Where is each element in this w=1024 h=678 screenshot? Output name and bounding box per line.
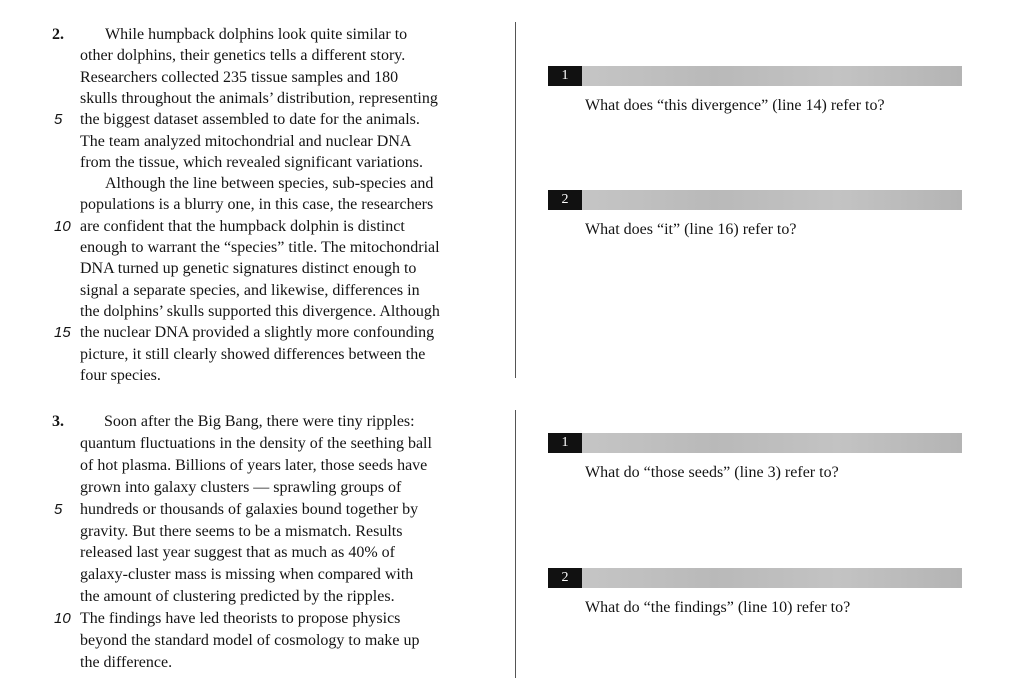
question-number-box: 1	[548, 66, 582, 86]
line-text: the nuclear DNA provided a slightly more confounding	[80, 324, 435, 342]
line-text: populations is a blurry one, in this case, the researchers	[80, 196, 434, 214]
passage-line	[0, 237, 512, 258]
line-text: Although the line between species, sub-species and	[105, 175, 434, 193]
question-number-box: 1	[548, 433, 582, 453]
line-number: 10	[54, 217, 71, 235]
question-bar	[548, 433, 962, 453]
line-text: beyond the standard model of cosmology to make up	[80, 632, 420, 649]
passage-line	[0, 499, 512, 520]
passage-line	[0, 630, 512, 651]
line-text: Researchers collected 235 tissue samples and 180	[80, 68, 399, 86]
passage-line	[0, 173, 512, 194]
column-divider	[515, 410, 516, 678]
question-text: What do “the findings” (line 10) refer to?	[585, 599, 851, 616]
line-text: DNA turned up genetic signatures distinct enough to	[80, 260, 417, 278]
line-text: The findings have led theorists to propose physics	[80, 610, 401, 628]
line-text: the difference.	[80, 653, 173, 671]
line-text: released last year suggest that as much as 40% of	[80, 544, 396, 562]
question-bar	[548, 190, 962, 210]
passage-line	[0, 301, 512, 322]
passage-number: 3.	[52, 413, 64, 430]
line-text: four species.	[80, 366, 161, 384]
line-number: 5	[54, 111, 63, 129]
passage-line	[0, 521, 512, 542]
line-text: are confident that the humpback dolphin is distinct	[80, 217, 405, 235]
passage-line	[0, 194, 512, 215]
passage-number: 2.	[52, 26, 64, 43]
line-text: Soon after the Big Bang, there were tiny ripples:	[104, 413, 415, 430]
line-text: hundreds or thousands of galaxies bound together by	[80, 500, 419, 518]
line-text: grown into galaxy clusters — sprawling groups of	[80, 478, 402, 496]
line-text: the amount of clustering predicted by the ripples.	[80, 588, 395, 606]
question-bar	[548, 568, 962, 588]
passage-line	[0, 88, 512, 109]
passage-line	[0, 455, 512, 476]
line-number: 15	[54, 324, 71, 342]
passage-line	[0, 542, 512, 563]
line-text: the biggest dataset assembled to date for the animals.	[80, 111, 420, 129]
line-text: skulls throughout the animals’ distribution, representing	[80, 89, 438, 107]
passage-line	[0, 564, 512, 585]
line-text: picture, it still clearly showed differences between the	[80, 345, 426, 363]
question-text: What do “those seeds” (line 3) refer to?	[585, 464, 839, 481]
question-text: What does “this divergence” (line 14) refer to?	[585, 97, 885, 114]
line-text: The team analyzed mitochondrial and nuclear DNA	[80, 132, 412, 150]
passage-line	[0, 411, 512, 432]
passage-line	[0, 433, 512, 454]
passage-line	[0, 477, 512, 498]
passage-line	[0, 258, 512, 279]
line-text: other dolphins, their genetics tells a different story.	[80, 47, 406, 65]
passage-line	[0, 24, 512, 45]
passage-line	[0, 586, 512, 607]
passage-line	[0, 109, 512, 130]
line-number: 5	[54, 500, 63, 518]
question-number-box: 2	[548, 190, 582, 210]
column-divider	[515, 22, 516, 378]
line-text: galaxy-cluster mass is missing when compared with	[80, 566, 414, 584]
line-number: 10	[54, 610, 71, 628]
line-text: from the tissue, which revealed significant variations.	[80, 153, 424, 171]
question-number-box: 2	[548, 568, 582, 588]
line-text: While humpback dolphins look quite similar to	[105, 26, 408, 43]
line-text: the dolphins’ skulls supported this divergence. Although	[80, 302, 440, 320]
line-text: enough to warrant the “species” title. The mitochondrial	[80, 239, 440, 256]
passage-line	[0, 216, 512, 237]
question-text: What does “it” (line 16) refer to?	[585, 221, 797, 238]
passage-line	[0, 280, 512, 301]
passage-line	[0, 45, 512, 66]
passage-line	[0, 652, 512, 673]
passage-line	[0, 131, 512, 152]
question-bar	[548, 66, 962, 86]
passage-line	[0, 344, 512, 365]
passage-line	[0, 322, 512, 343]
line-text: quantum fluctuations in the density of the seething ball	[80, 434, 432, 452]
passage-line	[0, 67, 512, 88]
line-text: gravity. But there seems to be a mismatch. Results	[80, 522, 403, 540]
line-text: signal a separate species, and likewise, differences in	[80, 281, 420, 299]
line-text: of hot plasma. Billions of years later, those seeds have	[80, 456, 428, 474]
passage-line	[0, 152, 512, 173]
passage-line	[0, 365, 512, 386]
passage-line	[0, 608, 512, 629]
